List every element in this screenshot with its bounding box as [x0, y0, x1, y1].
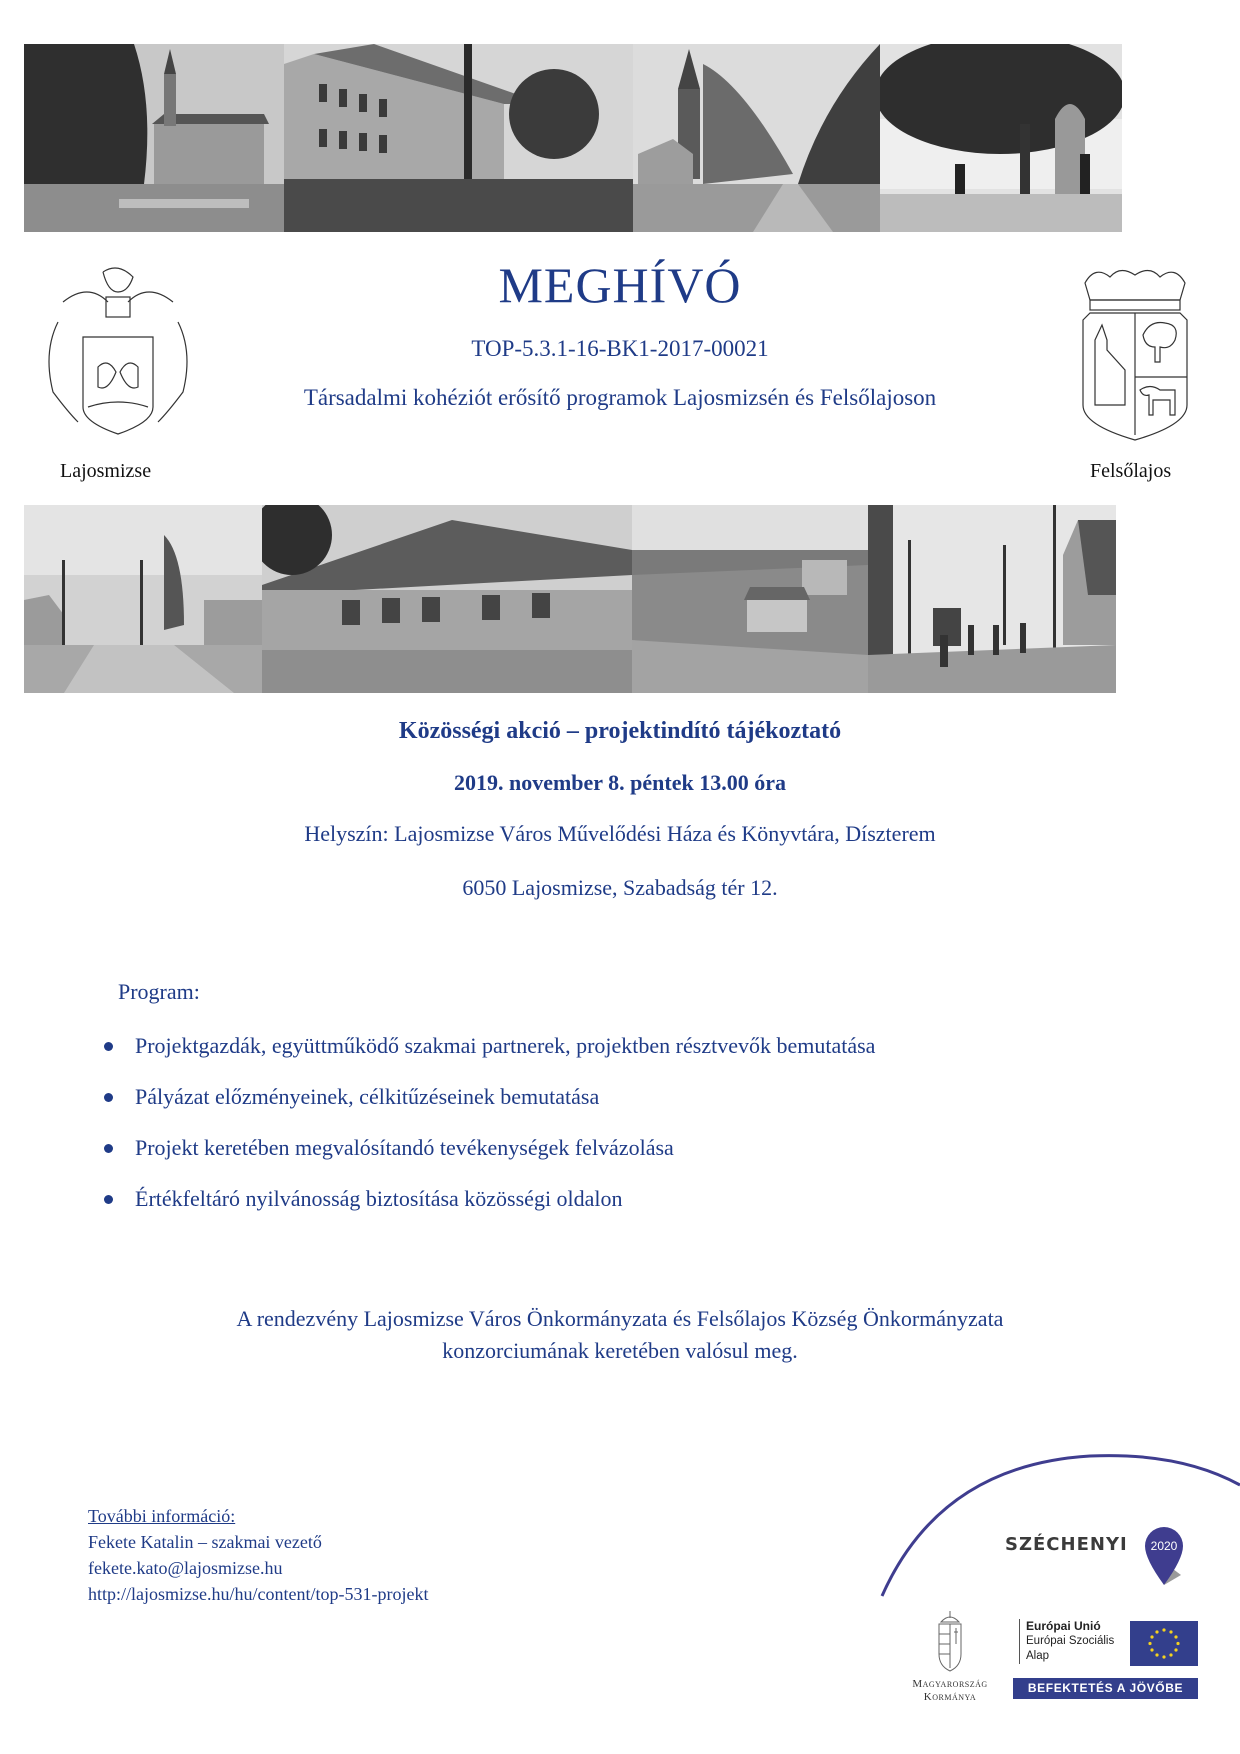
- government-line-1: Magyarország: [912, 1678, 988, 1690]
- contact-info: [88, 1503, 428, 1607]
- program-item-text: Értékfeltáró nyilvánosság biztosítása közösségi oldalon: [135, 1186, 623, 1211]
- decorative-arc: [880, 1450, 1240, 1754]
- organizer-line-2: konzorciumának keretében valósul meg.: [442, 1338, 798, 1363]
- project-subtitle: Társadalmi kohéziót erősítő programok Lajosmizsén és Felsőlajoson: [303, 385, 937, 410]
- program-item: [100, 1134, 875, 1185]
- contact-url[interactable]: http://lajosmizse.hu/hu/content/top-531-projekt: [88, 1584, 429, 1604]
- photo-street-scene: [880, 44, 1122, 232]
- photo-village-aerial: [632, 505, 868, 693]
- program-item-text: Projekt keretében megvalósítandó tevékenységek felvázolása: [135, 1135, 674, 1160]
- szechenyi-year: 2020: [1150, 1539, 1178, 1553]
- page-title: MEGHÍVÓ: [498, 257, 742, 313]
- szechenyi-logo-text: SZÉCHENYI: [1005, 1534, 1128, 1555]
- eu-flag-icon: [1130, 1621, 1198, 1666]
- bullet-icon: [104, 1144, 113, 1153]
- event-date: 2019. november 8. péntek 13.00 óra: [453, 770, 787, 795]
- eu-fund-line-1: Európai Szociális: [1026, 1635, 1115, 1647]
- photo-school-building: [284, 44, 633, 232]
- szechenyi-pin-icon: [1143, 1525, 1185, 1587]
- event-venue: Helyszín: Lajosmizse Város Művelődési Háza és Könyvtára, Díszterem: [304, 821, 936, 846]
- event-name: Közösségi akció – projektindító tájékoztató: [398, 718, 842, 744]
- organizer-statement: [0, 1303, 1240, 1367]
- photo-dirt-road: [24, 505, 262, 693]
- program-list: [100, 1032, 875, 1236]
- government-line-2: Kormánya: [923, 1691, 977, 1703]
- program-label: Program:: [118, 979, 200, 1004]
- bullet-icon: [104, 1093, 113, 1102]
- program-item-text: Pályázat előzményeinek, célkitűzéseinek bemutatása: [135, 1084, 600, 1109]
- contact-email[interactable]: fekete.kato@lajosmizse.hu: [88, 1558, 283, 1578]
- program-item-text: Projektgazdák, együttműködő szakmai partnerek, projektben résztvevők bemutatása: [135, 1033, 876, 1058]
- felsolajos-label: Felsőlajos: [1090, 460, 1172, 482]
- eu-fund-line-2: Alap: [1026, 1650, 1050, 1662]
- bullet-icon: [104, 1195, 113, 1204]
- eu-fund-text: [1019, 1619, 1114, 1664]
- program-item: [100, 1185, 875, 1236]
- photo-school-house: [262, 505, 632, 693]
- program-item: [100, 1032, 875, 1083]
- photo-church-square: [24, 44, 284, 232]
- lajosmizse-label: Lajosmizse: [60, 460, 152, 482]
- contact-heading: További információ:: [88, 1506, 236, 1526]
- organizer-line-1: A rendezvény Lajosmizse Város Önkormányzata és Felsőlajos Község Önkormányzata: [236, 1306, 1004, 1331]
- government-label: [900, 1678, 1000, 1704]
- contact-name: Fekete Katalin – szakmai vezető: [88, 1532, 322, 1552]
- bullet-icon: [104, 1042, 113, 1051]
- photo-street-walkers: [868, 505, 1116, 693]
- eu-union-label: Európai Unió: [1026, 1619, 1101, 1633]
- project-code: TOP-5.3.1-16-BK1-2017-00021: [471, 336, 769, 361]
- event-address: 6050 Lajosmizse, Szabadság tér 12.: [462, 875, 778, 900]
- hungary-government-crest-icon: [937, 1610, 963, 1672]
- photo-tree-lined-road: [633, 44, 880, 232]
- slogan-banner: BEFEKTETÉS A JÖVŐBE: [1013, 1678, 1198, 1699]
- program-item: [100, 1083, 875, 1134]
